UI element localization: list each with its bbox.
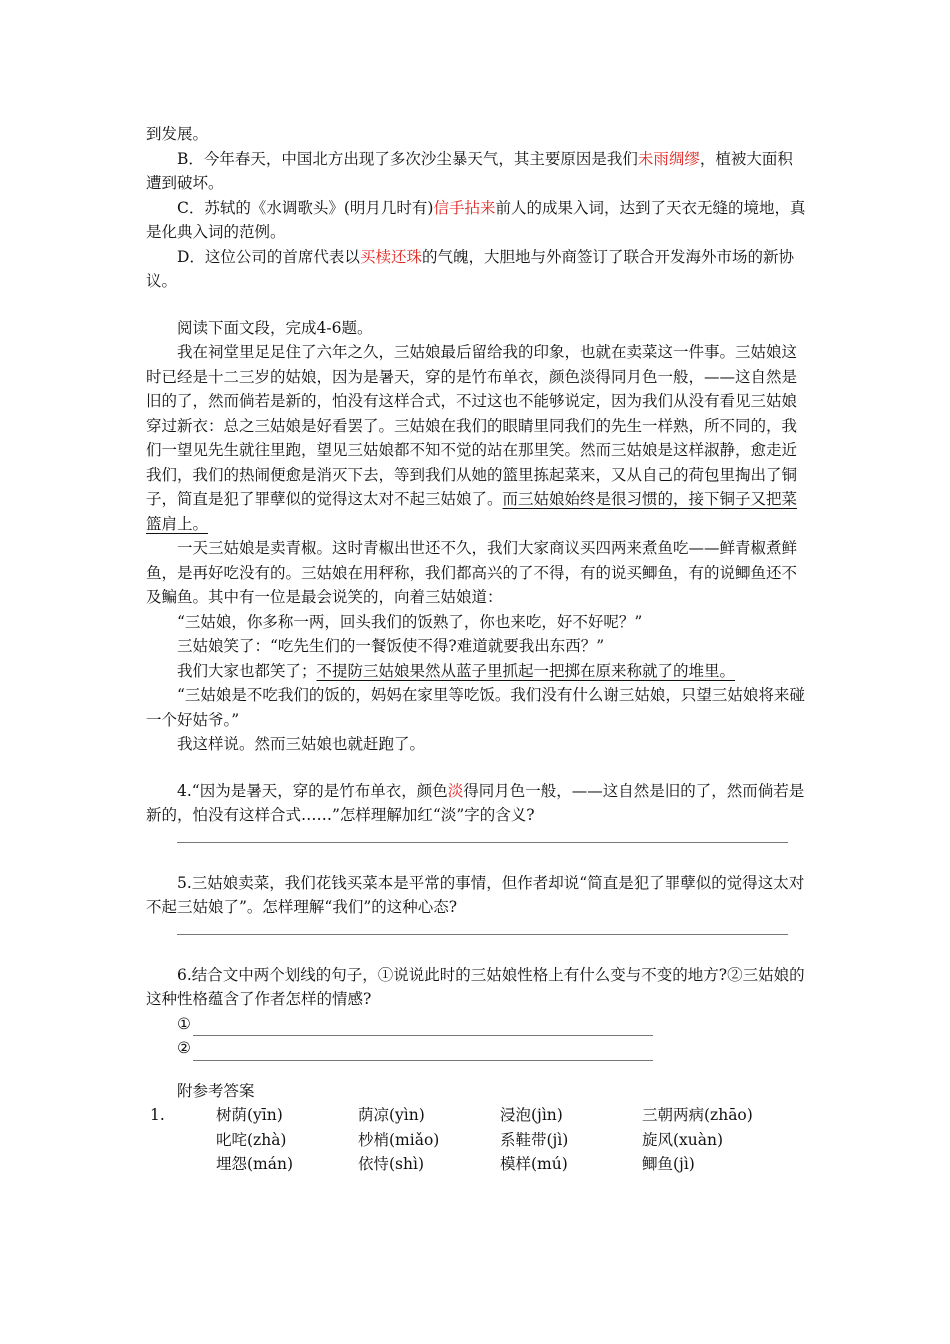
question-4 (146, 779, 808, 828)
answers-title: 附参考答案 (177, 1081, 255, 1100)
option-d-highlight: 买椟还珠 (359, 247, 422, 266)
answer-line-q6-2[interactable] (193, 1042, 653, 1061)
passage-paragraph-4: 三姑娘笑了：“吃先生们的一餐饭使不得?难道就要我出东西？” (177, 637, 605, 655)
answer-cell: 模样(mú) (500, 1155, 568, 1173)
q6-answer-row-1 (146, 1012, 808, 1037)
answer-row (146, 1128, 808, 1153)
underlined-sentence-2: 不提防三姑娘果然从蓝子里抓起一把掷在原来称就了的堆里。 (316, 661, 736, 680)
option-b-text: B．今年春天，中国北方出现了多次沙尘暴天气，其主要原因是我们 (177, 149, 638, 168)
option-c-text-end: 前人的成果入词，达到了天衣无缝的境地，真是化典入词的范例。 (146, 198, 806, 241)
answer-number: 1. (150, 1106, 165, 1124)
option-b (146, 147, 808, 196)
question-6: 6.结合文中两个划线的句子，①说说此时的三姑娘性格上有什么变与不变的地方?②三姑娘的这种性格蕴含了作者怎样的情感? (146, 965, 805, 1008)
answer-cell: 依恃(shì) (358, 1155, 424, 1173)
question-4-text: 4.“因为是暑天，穿的是竹布单衣，颜色 (177, 781, 448, 800)
intro-continuation: 到发展。 (146, 125, 209, 143)
answer-cell: 埋怨(mán) (216, 1155, 294, 1173)
answer-row (146, 1152, 808, 1177)
answer-line-q6-1[interactable] (193, 1017, 653, 1036)
answer-cell: 浸泡(jìn) (500, 1106, 563, 1124)
answer-cell: 叱咤(zhà) (216, 1130, 287, 1149)
q6-answer-row-2 (146, 1036, 808, 1061)
option-c-text: C．苏轼的《水调歌头》(明月几时有) (177, 198, 434, 217)
question-5: 5.三姑娘卖菜，我们花钱买菜本是平常的事情，但作者却说“简直是犯了罪孽似的觉得这太对不起三姑娘了”。怎样理解“我们”的这种心态? (146, 873, 805, 916)
passage-paragraph-3: “三姑娘，你多称一两，回头我们的饭熟了，你也来吃，好不好呢？” (177, 612, 643, 631)
passage-p1-text: 我在祠堂里足足住了六年之久，三姑娘最后留给我的印象，也就在卖菜这一件事。三姑娘这时已经是十二三岁的姑娘，因为是暑天，穿的是竹布单衣，颜色淡得同月色一般，——这自然是旧的了，然而倘若是新的，怕没有这样合式，不过这也不能够说定，因为我们从没有看见三姑娘穿过新衣：总之三姑娘是好看罢了。三姑娘在我们的眼睛里同我们的先生一样熟，所不同的，我们一望见先生就往里跑，望见三姑娘都不知不觉的站在那里笑。然而三姑娘是这样淑静，愈走近我们，我们的热闹便愈是消灭下去，等到我们从她的篮里拣起菜来，又从自己的荷包里掏出了铜子，简直是犯了罪孽似的觉得这太对不起三姑娘了。 (146, 343, 798, 508)
passage-paragraph-7: 我这样说。然而三姑娘也就赶跑了。 (177, 735, 426, 753)
option-c (146, 196, 808, 245)
answer-cell: 旋风(xuàn) (642, 1130, 724, 1149)
spacer (146, 935, 808, 963)
spacer (146, 1061, 808, 1079)
answer-cell: 鲫鱼(jì) (642, 1155, 695, 1173)
spacer (146, 294, 808, 316)
q6-marker-2: ② (177, 1039, 191, 1057)
answer-cell: 荫凉(yìn) (358, 1106, 425, 1124)
option-d-text-end: 的气魄，大胆地与外商签订了联合开发海外市场的新协议。 (146, 247, 794, 290)
option-b-highlight: 未雨绸缪 (637, 149, 700, 168)
passage-paragraph-6: “三姑娘是不吃我们的饭的，妈妈在家里等吃饭。我们没有什么谢三姑娘，只望三姑娘将来碰一个好姑爷。” (146, 686, 805, 729)
document-page (146, 122, 808, 1177)
answer-cell: 杪梢(miǎo) (358, 1130, 440, 1149)
option-d (146, 245, 808, 294)
passage-paragraph-1 (146, 340, 808, 536)
passage-paragraph-5 (146, 659, 808, 684)
question-4-highlight: 淡 (447, 781, 464, 800)
option-d-text: D．这位公司的首席代表以 (177, 247, 360, 266)
underlined-sentence-1: 而三姑娘始终是很习惯的，接下铜子又把菜篮肩上。 (146, 490, 798, 533)
answer-cell: 三朝两病(zhāo) (642, 1106, 753, 1124)
answer-row (146, 1103, 808, 1128)
q6-marker-1: ① (177, 1014, 191, 1033)
answer-cell: 系鞋带(jì) (500, 1130, 569, 1149)
option-b-text-end: ，植被大面积遭到破坏。 (146, 149, 793, 192)
option-c-highlight: 信手拈来 (433, 198, 496, 217)
question-4-text-end: 得同月色一般，——这自然是旧的了，然而倘若是新的，怕没有这样合式……”怎样理解加红“淡”字的含义? (146, 781, 805, 824)
passage-paragraph-2: 一天三姑娘是卖青椒。这时青椒出世还不久，我们大家商议买四两来煮鱼吃——鲜青椒煮鲜鱼，是再好吃没有的。三姑娘在用秤称，我们都高兴的了不得，有的说买鲫鱼，有的说鲫鱼还不及鳊鱼。其中有一位是最会说笑的，向着三姑娘道： (146, 539, 798, 606)
passage-p5-text: 我们大家也都笑了； (177, 661, 317, 680)
spacer (146, 843, 808, 871)
answer-cell: 树荫(yīn) (216, 1106, 283, 1124)
spacer (146, 757, 808, 779)
reading-instruction: 阅读下面文段，完成4-6题。 (177, 318, 373, 337)
